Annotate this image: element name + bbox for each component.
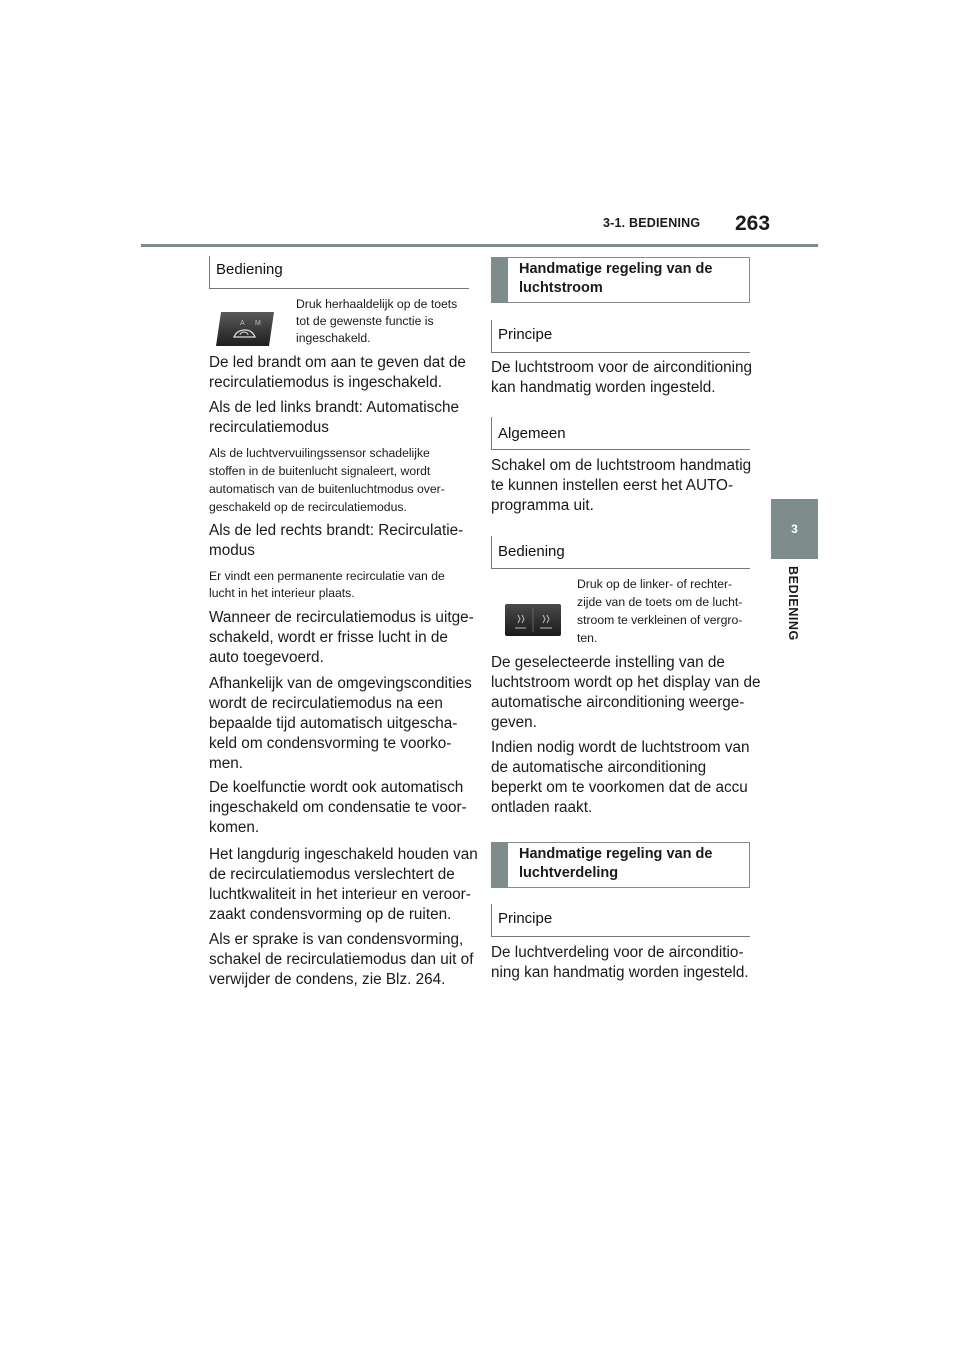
paragraph-line: Schakel om de luchtstroom handmatig: [491, 457, 752, 474]
subhead-rule: [491, 936, 750, 937]
paragraph-line: De koelfunctie wordt ook automatisch: [209, 779, 464, 796]
paragraph-line: beperkt om te voorkomen dat de accu: [491, 779, 748, 796]
subhead-algemeen: Algemeen: [498, 425, 566, 442]
recirculation-button-image: [214, 310, 276, 348]
caption-recirculation-1: Druk herhaaldelijk op de toets: [296, 297, 458, 311]
subhead-principe: Principe: [498, 910, 553, 927]
paragraph-line: komen.: [209, 819, 260, 836]
header-rule: [141, 244, 818, 247]
paragraph-line: de recirculatiemodus verslechtert de: [209, 866, 455, 883]
box-accent-bar: [491, 257, 508, 303]
section-box-luchtstroom: [491, 257, 750, 303]
paragraph-line: schakel de recirculatiemodus dan uit of: [209, 951, 474, 968]
chapter-tab: 3: [771, 499, 818, 559]
paragraph-line: Als de led rechts brandt: Recirculatie-: [209, 522, 464, 539]
caption-recirculation-2: tot de gewenste functie is: [296, 314, 434, 328]
note-line: geschakeld op de recirculatiemodus.: [209, 500, 407, 514]
page-number: 263: [735, 212, 771, 235]
paragraph-line: wordt de recirculatiemodus na een: [209, 695, 443, 712]
paragraph-line: auto toegevoerd.: [209, 649, 324, 666]
subhead-left-rule: [491, 536, 492, 569]
paragraph-line: Het langdurig ingeschakeld houden van: [209, 846, 478, 863]
paragraph-line: recirculatiemodus: [209, 419, 329, 436]
paragraph-line: schakeld, wordt er frisse lucht in de: [209, 629, 448, 646]
subhead-bediening: Bediening: [216, 261, 283, 278]
note-line: Als de luchtvervuilingssensor schadelijke: [209, 446, 430, 460]
paragraph-line: programma uit.: [491, 497, 594, 514]
button-label-m: M: [255, 320, 261, 327]
box-heading-line: Handmatige regeling van de: [519, 261, 713, 277]
subhead-left-rule: [491, 417, 492, 450]
paragraph-line: recirculatiemodus is ingeschakeld.: [209, 374, 442, 391]
paragraph-line: Afhankelijk van de omgevingscondities: [209, 675, 472, 692]
subhead-bediening: Bediening: [498, 543, 565, 560]
subhead-rule: [491, 568, 750, 569]
paragraph-line: zaakt condensvorming op de ruiten.: [209, 906, 452, 923]
airflow-button-image: [504, 603, 562, 637]
paragraph-line: ingeschakeld om condensatie te voor-: [209, 799, 467, 816]
subhead-rule: [491, 352, 750, 353]
paragraph-line: bepaalde tijd automatisch uitgescha-: [209, 715, 458, 732]
paragraph-line: kan handmatig worden ingesteld.: [491, 379, 716, 396]
paragraph-line: ning kan handmatig worden ingesteld.: [491, 964, 749, 981]
caption-airflow-1: Druk op de linker- of rechter-: [577, 577, 733, 591]
caption-airflow-2: zijde van de toets om de lucht-: [577, 595, 743, 609]
paragraph-line: Als er sprake is van condensvorming,: [209, 931, 464, 948]
note-line: Er vindt een permanente recirculatie van de: [209, 569, 445, 583]
box-heading-line: luchtverdeling: [519, 864, 619, 881]
subhead-left-rule: [491, 904, 492, 937]
paragraph-line: De geselecteerde instelling van de: [491, 654, 725, 671]
box-heading: [519, 845, 712, 882]
note-line: automatisch van de buitenluchtmodus over-: [209, 482, 445, 496]
subhead-principe: Principe: [498, 326, 553, 343]
paragraph-line: geven.: [491, 714, 537, 731]
section-title: 3-1. BEDIENING: [603, 216, 701, 230]
note-line: stoffen in de buitenlucht signaleert, wordt: [209, 464, 431, 478]
paragraph-line: Wanneer de recirculatiemodus is uitge-: [209, 609, 474, 626]
caption-recirculation-3: ingeschakeld.: [296, 331, 371, 345]
paragraph-line: keld om condensvorming te voorko-: [209, 735, 452, 752]
box-heading: [519, 260, 712, 297]
box-heading-line: luchtstroom: [519, 279, 603, 296]
caption-airflow-3: stroom te verkleinen of vergro-: [577, 613, 743, 627]
paragraph-line: De luchtstroom voor de airconditioning: [491, 359, 753, 376]
section-box-luchtverdeling: [491, 842, 750, 888]
paragraph-line: men.: [209, 755, 244, 772]
paragraph-line: luchtkwaliteit in het interieur en veroor-: [209, 886, 471, 903]
box-heading-line: Handmatige regeling van de: [519, 846, 713, 862]
paragraph-line: Als de led links brandt: Automatische: [209, 399, 459, 416]
button-label-a: A: [240, 320, 245, 327]
paragraph-line: automatische airconditioning weerge-: [491, 694, 745, 711]
box-accent-bar: [491, 842, 508, 888]
paragraph-line: luchtstroom wordt op het display van de: [491, 674, 761, 691]
subhead-left-rule: [209, 256, 210, 288]
caption-airflow-4: ten.: [577, 631, 598, 645]
paragraph-line: Indien nodig wordt de luchtstroom van: [491, 739, 750, 756]
subhead-left-rule: [491, 320, 492, 353]
note-line: lucht in het interieur plaats.: [209, 586, 355, 600]
chapter-tab-label: BEDIENING: [786, 566, 800, 641]
paragraph-line: De led brandt om aan te geven dat de: [209, 354, 466, 371]
paragraph-line: te kunnen instellen eerst het AUTO-: [491, 477, 734, 494]
paragraph-line: De luchtverdeling voor de airconditio-: [491, 944, 744, 961]
paragraph-line: ontladen raakt.: [491, 799, 593, 816]
paragraph-line: de automatische airconditioning: [491, 759, 707, 776]
paragraph-line: verwijder de condens, zie Blz. 264.: [209, 971, 446, 988]
subhead-rule: [209, 288, 469, 289]
subhead-rule: [491, 449, 750, 450]
paragraph-line: modus: [209, 542, 255, 559]
